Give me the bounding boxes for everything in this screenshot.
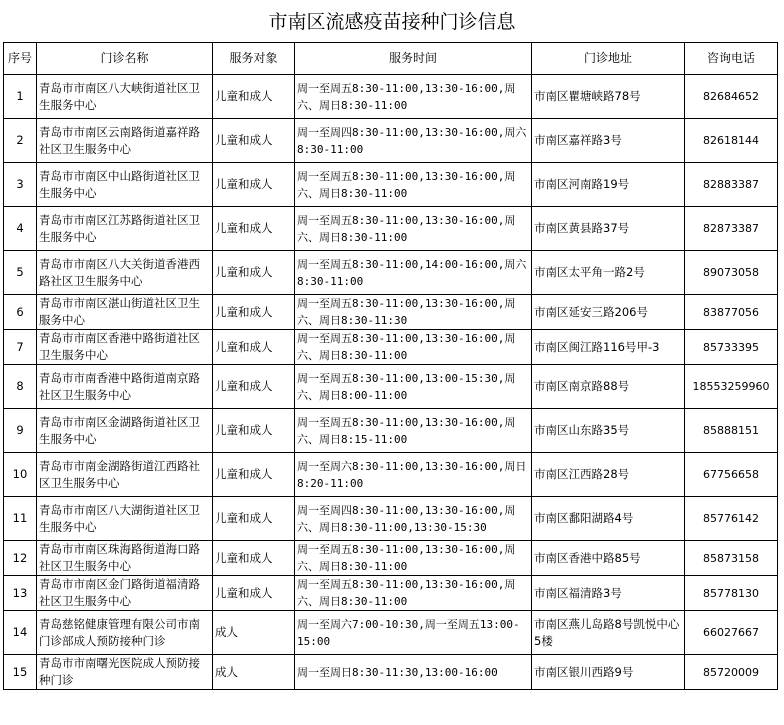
cell-target: 儿童和成人 <box>213 541 295 576</box>
table-row <box>4 75 778 119</box>
cell-no: 12 <box>4 541 37 576</box>
header-address: 门诊地址 <box>532 43 685 75</box>
cell-no: 5 <box>4 251 37 295</box>
cell-target: 儿童和成人 <box>213 409 295 453</box>
table-row <box>4 163 778 207</box>
cell-no: 1 <box>4 75 37 119</box>
cell-no: 8 <box>4 365 37 409</box>
cell-time: 周一至周日8:30-11:30,13:00-16:00 <box>295 655 532 690</box>
cell-time: 周一至周四8:30-11:00,13:30-16:00,周六8:30-11:00 <box>295 119 532 163</box>
cell-time: 周一至周四8:30-11:00,13:30-16:00,周六、周日8:30-11:00,13:30-15:30 <box>295 497 532 541</box>
cell-no: 9 <box>4 409 37 453</box>
cell-time: 周一至周五8:30-11:00,13:30-16:00,周六、周日8:30-11:00 <box>295 330 532 365</box>
table-row <box>4 453 778 497</box>
cell-target: 儿童和成人 <box>213 251 295 295</box>
cell-phone: 18553259960 <box>685 365 778 409</box>
cell-phone: 85888151 <box>685 409 778 453</box>
header-time: 服务时间 <box>295 43 532 75</box>
cell-target: 儿童和成人 <box>213 75 295 119</box>
cell-address: 市南区福清路3号 <box>532 576 685 611</box>
cell-target: 儿童和成人 <box>213 163 295 207</box>
cell-phone: 85733395 <box>685 330 778 365</box>
cell-time: 周一至周五8:30-11:00,13:30-16:00,周六、周日8:30-11:30 <box>295 295 532 330</box>
cell-phone: 82883387 <box>685 163 778 207</box>
cell-phone: 82618144 <box>685 119 778 163</box>
table-row <box>4 497 778 541</box>
cell-no: 6 <box>4 295 37 330</box>
cell-address: 市南区河南路19号 <box>532 163 685 207</box>
cell-address: 市南区香港中路85号 <box>532 541 685 576</box>
cell-phone: 85873158 <box>685 541 778 576</box>
cell-phone: 85720009 <box>685 655 778 690</box>
cell-time: 周一至周五8:30-11:00,14:00-16:00,周六8:30-11:00 <box>295 251 532 295</box>
cell-target: 儿童和成人 <box>213 207 295 251</box>
header-name: 门诊名称 <box>37 43 213 75</box>
cell-name: 青岛市市南区香港中路街道社区卫生服务中心 <box>37 330 213 365</box>
cell-target: 儿童和成人 <box>213 365 295 409</box>
cell-time: 周一至周五8:30-11:00,13:30-16:00,周六、周日8:30-11:00 <box>295 207 532 251</box>
cell-phone: 82873387 <box>685 207 778 251</box>
cell-no: 13 <box>4 576 37 611</box>
table-row <box>4 611 778 655</box>
table-row <box>4 365 778 409</box>
cell-name: 青岛市市南区八大关街道香港西路社区卫生服务中心 <box>37 251 213 295</box>
cell-no: 3 <box>4 163 37 207</box>
cell-target: 儿童和成人 <box>213 576 295 611</box>
cell-target: 成人 <box>213 611 295 655</box>
table-header-row <box>4 43 778 75</box>
clinic-table <box>3 42 778 690</box>
cell-time: 周一至周五8:30-11:00,13:30-16:00,周六、周日8:30-11:00 <box>295 576 532 611</box>
page-title: 市南区流感疫苗接种门诊信息 <box>268 10 516 33</box>
cell-name: 青岛市市南香港中路街道南京路社区卫生服务中心 <box>37 365 213 409</box>
cell-target: 儿童和成人 <box>213 453 295 497</box>
cell-address: 市南区黄县路37号 <box>532 207 685 251</box>
cell-phone: 89073058 <box>685 251 778 295</box>
cell-address: 市南区瞿塘峡路78号 <box>532 75 685 119</box>
cell-no: 11 <box>4 497 37 541</box>
cell-name: 青岛市市南区珠海路街道海口路社区卫生服务中心 <box>37 541 213 576</box>
cell-no: 14 <box>4 611 37 655</box>
cell-phone: 82684652 <box>685 75 778 119</box>
cell-address: 市南区闽江路116号甲-3 <box>532 330 685 365</box>
cell-name: 青岛市市南区金湖路街道社区卫生服务中心 <box>37 409 213 453</box>
cell-target: 成人 <box>213 655 295 690</box>
table-row <box>4 119 778 163</box>
cell-name: 青岛市市南金湖路街道江西路社区卫生服务中心 <box>37 453 213 497</box>
cell-address: 市南区延安三路206号 <box>532 295 685 330</box>
cell-name: 青岛市市南区八大湖街道社区卫生服务中心 <box>37 497 213 541</box>
table-row <box>4 330 778 365</box>
cell-no: 10 <box>4 453 37 497</box>
cell-time: 周一至周五8:30-11:00,13:30-16:00,周六、周日8:30-11:00 <box>295 163 532 207</box>
cell-no: 7 <box>4 330 37 365</box>
cell-no: 4 <box>4 207 37 251</box>
table-row <box>4 655 778 690</box>
cell-name: 青岛慈铭健康管理有限公司市南门诊部成人预防接种门诊 <box>37 611 213 655</box>
cell-address: 市南区燕儿岛路8号凯悦中心5楼 <box>532 611 685 655</box>
table-row <box>4 251 778 295</box>
cell-target: 儿童和成人 <box>213 119 295 163</box>
cell-address: 市南区江西路28号 <box>532 453 685 497</box>
cell-target: 儿童和成人 <box>213 497 295 541</box>
cell-time: 周一至周五8:30-11:00,13:30-16:00,周六、周日8:15-11:00 <box>295 409 532 453</box>
header-phone: 咨询电话 <box>685 43 778 75</box>
cell-phone: 67756658 <box>685 453 778 497</box>
header-target: 服务对象 <box>213 43 295 75</box>
cell-time: 周一至周六7:00-10:30,周一至周五13:00-15:00 <box>295 611 532 655</box>
cell-address: 市南区鄱阳湖路4号 <box>532 497 685 541</box>
cell-time: 周一至周五8:30-11:00,13:30-16:00,周六、周日8:30-11:00 <box>295 541 532 576</box>
cell-target: 儿童和成人 <box>213 295 295 330</box>
cell-name: 青岛市市南区八大峡街道社区卫生服务中心 <box>37 75 213 119</box>
cell-address: 市南区太平角一路2号 <box>532 251 685 295</box>
table-row <box>4 576 778 611</box>
cell-name: 青岛市市南区金门路街道福清路社区卫生服务中心 <box>37 576 213 611</box>
cell-phone: 85776142 <box>685 497 778 541</box>
cell-address: 市南区南京路88号 <box>532 365 685 409</box>
cell-phone: 85778130 <box>685 576 778 611</box>
cell-time: 周一至周五8:30-11:00,13:00-15:30,周六、周日8:00-11:00 <box>295 365 532 409</box>
cell-name: 青岛市市南区湛山街道社区卫生服务中心 <box>37 295 213 330</box>
cell-time: 周一至周五8:30-11:00,13:30-16:00,周六、周日8:30-11:00 <box>295 75 532 119</box>
cell-address: 市南区嘉祥路3号 <box>532 119 685 163</box>
table-row <box>4 409 778 453</box>
cell-name: 青岛市市南区江苏路街道社区卫生服务中心 <box>37 207 213 251</box>
cell-time: 周一至周六8:30-11:00,13:30-16:00,周日8:20-11:00 <box>295 453 532 497</box>
cell-no: 15 <box>4 655 37 690</box>
table-row <box>4 541 778 576</box>
table-row <box>4 207 778 251</box>
cell-name: 青岛市市南区中山路街道社区卫生服务中心 <box>37 163 213 207</box>
cell-phone: 83877056 <box>685 295 778 330</box>
cell-address: 市南区银川西路9号 <box>532 655 685 690</box>
cell-phone: 66027667 <box>685 611 778 655</box>
cell-no: 2 <box>4 119 37 163</box>
cell-name: 青岛市市南区云南路街道嘉祥路社区卫生服务中心 <box>37 119 213 163</box>
table-row <box>4 295 778 330</box>
header-no: 序号 <box>4 43 37 75</box>
cell-address: 市南区山东路35号 <box>532 409 685 453</box>
cell-name: 青岛市市南曙光医院成人预防接种门诊 <box>37 655 213 690</box>
cell-target: 儿童和成人 <box>213 330 295 365</box>
